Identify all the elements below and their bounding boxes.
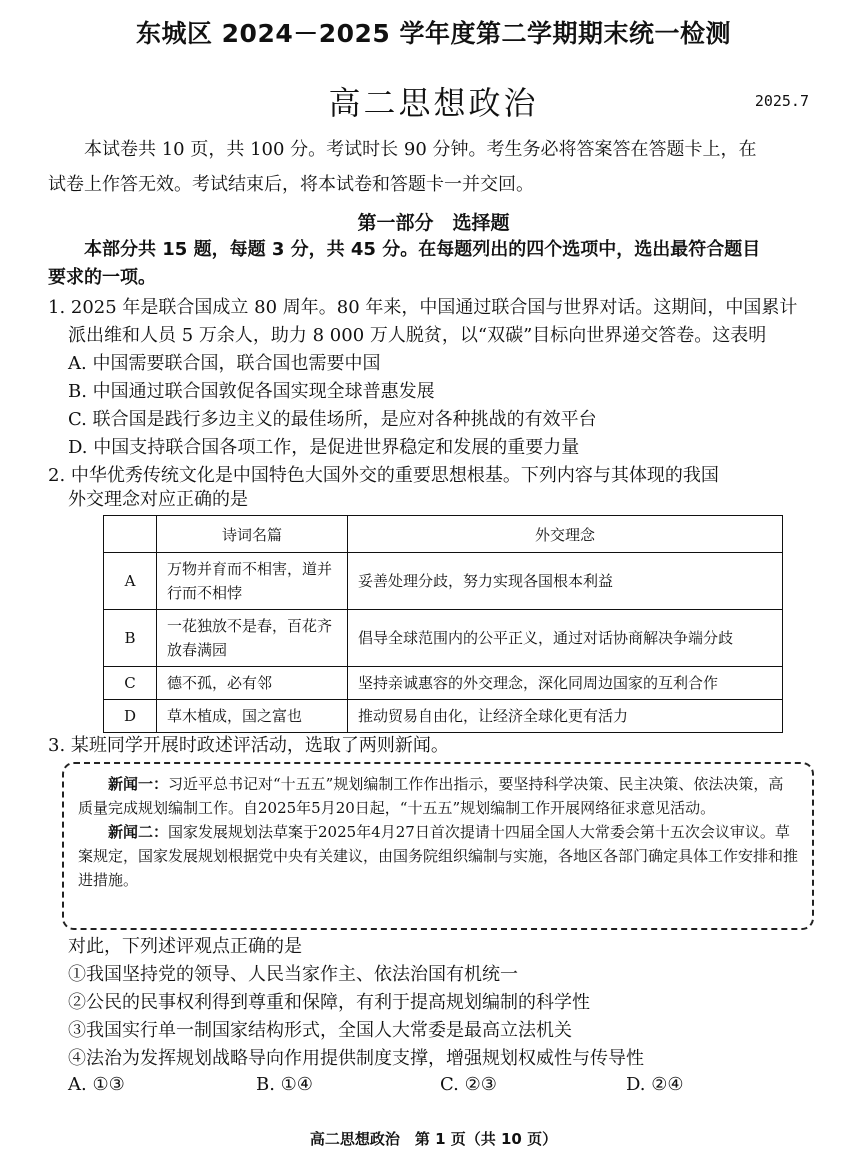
- q3-statement-3: ③我国实行单一制国家结构形式，全国人大常委是最高立法机关: [68, 1020, 572, 1041]
- news-2: [78, 820, 798, 892]
- table-row: [104, 553, 783, 610]
- q2-table-header-letter: [104, 516, 157, 553]
- q3-statement-1: ①我国坚持党的领导、人民当家作主、依法治国有机统一: [68, 964, 518, 985]
- part1-description-line-2: 要求的一项。: [48, 267, 156, 288]
- q2-table-header-row: [104, 516, 783, 553]
- news-1: [78, 772, 798, 820]
- news-2-text: 国家发展规划法草案于2025年4月27日首次提请十四届全国人大常委会第十五次会议审议。草案规定，国家发展规划根据党中央有关建议，由国务院组织编制与实施，各地区各部门确定具体工作安排和推进措施。: [78, 823, 799, 889]
- q2-table-header-poem: 诗词名篇: [157, 516, 348, 553]
- row-poem: 一花独放不是春，百花齐放春满园: [157, 610, 348, 667]
- q3-statement-2: ②公民的民事权利得到尊重和保障，有利于提高规划编制的科学性: [68, 992, 590, 1013]
- row-letter: A: [104, 553, 157, 610]
- q2-table-header-idea: 外交理念: [348, 516, 783, 553]
- q3-choice-c: C. ②③: [440, 1074, 497, 1095]
- q2-stem-line-2: 外交理念对应正确的是: [68, 489, 248, 510]
- exam-date: 2025.7: [754, 92, 809, 110]
- news-1-label: 新闻一：: [108, 775, 169, 793]
- row-poem: 德不孤，必有邻: [157, 667, 348, 700]
- q1-option-d: D. 中国支持联合国各项工作，是促进世界稳定和发展的重要力量: [68, 437, 580, 458]
- q3-choice-a: A. ①③: [68, 1074, 125, 1095]
- row-idea: 倡导全球范围内的公平正义，通过对话协商解决争端分歧: [348, 610, 783, 667]
- row-letter: B: [104, 610, 157, 667]
- row-idea: 妥善处理分歧，努力实现各国根本利益: [348, 553, 783, 610]
- q3-stem: 3. 某班同学开展时政述评活动，选取了两则新闻。: [48, 735, 449, 756]
- part1-description-line-1: 本部分共 15 题，每题 3 分，共 45 分。在每题列出的四个选项中，选出最符合题目: [84, 239, 761, 260]
- q2-table: [103, 515, 783, 733]
- page-footer: 高二思想政治 第 1 页（共 10 页）: [309, 1130, 558, 1148]
- q3-choice-d: D. ②④: [626, 1074, 684, 1095]
- row-idea: 坚持亲诚惠容的外交理念，深化同周边国家的互利合作: [348, 667, 783, 700]
- news-1-text: 习近平总书记对“十五五”规划编制工作作出指示，要坚持科学决策、民主决策、依法决策，高质量完成规划编制工作。自2025年5月20日起，“十五五”规划编制工作开展网络征求意见活动。: [78, 775, 784, 817]
- row-letter: C: [104, 667, 157, 700]
- row-letter: D: [104, 700, 157, 733]
- q3-prompt: 对此，下列述评观点正确的是: [68, 936, 302, 957]
- q3-statement-4: ④法治为发挥规划战略导向作用提供制度支撑，增强规划权威性与传导性: [68, 1048, 644, 1069]
- part1-title: 第一部分 选择题: [357, 212, 510, 234]
- q1-option-a: A. 中国需要联合国，联合国也需要中国: [68, 353, 381, 374]
- instructions-line-1: 本试卷共 10 页，共 100 分。考试时长 90 分钟。考生务必将答案答在答题卡上，在: [84, 139, 757, 160]
- news-2-label: 新闻二：: [108, 823, 169, 841]
- instructions-line-2: 试卷上作答无效。考试结束后，将本试卷和答题卡一并交回。: [48, 174, 534, 195]
- q1-option-c: C. 联合国是践行多边主义的最佳场所，是应对各种挑战的有效平台: [68, 409, 597, 430]
- row-poem: 草木植成，国之富也: [157, 700, 348, 733]
- q1-stem-line-1: 1. 2025 年是联合国成立 80 周年。80 年来，中国通过联合国与世界对话。这期间，中国累计: [48, 297, 798, 318]
- row-poem: 万物并育而不相害，道并行而不相悖: [157, 553, 348, 610]
- q1-stem-line-2: 派出维和人员 5 万余人，助力 8 000 万人脱贫，以“双碳”目标向世界递交答卷。这表明: [68, 325, 767, 346]
- subject-title: 高二思想政治: [328, 84, 539, 122]
- exam-title: 东城区 2024－2025 学年度第二学期期末统一检测: [135, 19, 732, 48]
- q3-choice-b: B. ①④: [256, 1074, 313, 1095]
- news-box: [62, 762, 814, 930]
- q1-option-b: B. 中国通过联合国敦促各国实现全球普惠发展: [68, 381, 435, 402]
- table-row: [104, 700, 783, 733]
- q2-stem-line-1: 2. 中华优秀传统文化是中国特色大国外交的重要思想根基。下列内容与其体现的我国: [48, 465, 719, 486]
- table-row: [104, 610, 783, 667]
- row-idea: 推动贸易自由化，让经济全球化更有活力: [348, 700, 783, 733]
- table-row: [104, 667, 783, 700]
